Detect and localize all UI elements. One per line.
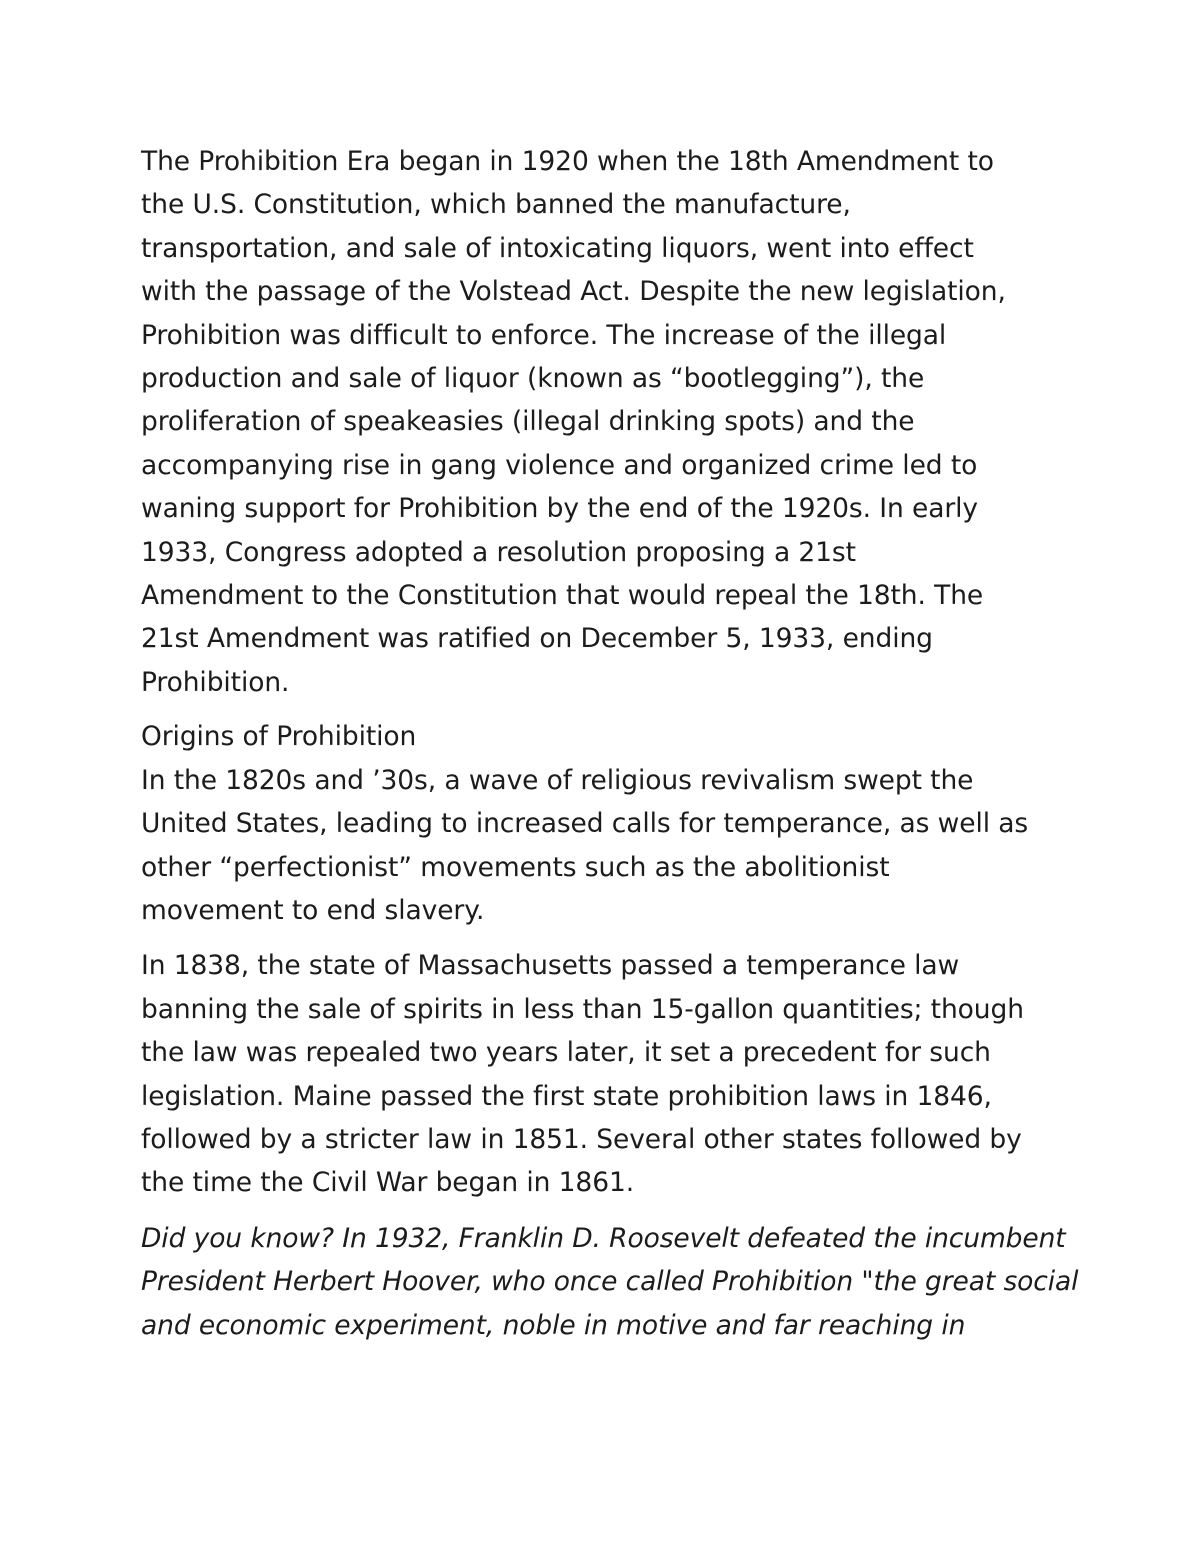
massachusetts-paragraph [141,944,1071,1204]
intro-line: with the passage of the Volstead Act. Despite the new legislation, [141,276,1006,308]
intro-line: transportation, and sale of intoxicating liquors, went into effect [141,232,974,264]
intro-line: the U.S. Constitution, which banned the manufacture, [141,189,851,221]
intro-line: 21st Amendment was ratified on December 5, 1933, ending [141,623,933,655]
massachusetts-line: banning the sale of spirits in less than 15-gallon quantities; though [141,993,1024,1025]
intro-line: Prohibition was difficult to enforce. The increase of the illegal [141,319,947,351]
did-you-know-paragraph [141,1217,1079,1347]
did-you-know-line: and economic experiment, noble in motive and far reaching in [141,1309,966,1341]
intro-line: Prohibition. [141,666,290,698]
section-heading: Origins of Prohibition [141,721,417,753]
massachusetts-line: the law was repealed two years later, it set a precedent for such [141,1037,991,1069]
intro-line: Amendment to the Constitution that would repeal the 18th. The [141,580,984,612]
massachusetts-line: legislation. Maine passed the first state prohibition laws in 1846, [141,1080,992,1112]
document-body [141,140,1079,1347]
intro-line: proliferation of speakeasies (illegal drinking spots) and the [141,406,915,438]
origins-line: United States, leading to increased calls for temperance, as well as [141,808,1029,840]
intro-line: accompanying rise in gang violence and organized crime led to [141,449,978,481]
massachusetts-line: followed by a stricter law in 1851. Several other states followed by [141,1123,1022,1155]
intro-line: waning support for Prohibition by the end of the 1920s. In early [141,493,978,525]
intro-line: The Prohibition Era began in 1920 when the 18th Amendment to [141,146,994,177]
intro-line: production and sale of liquor (known as “bootlegging”), the [141,363,925,395]
did-you-know-line: Did you know? In 1932, Franklin D. Roosevelt defeated the incumbent [141,1222,1066,1254]
origins-section [141,715,1071,932]
intro-line: 1933, Congress adopted a resolution proposing a 21st [141,536,856,568]
intro-paragraph [141,140,1071,704]
origins-line: In the 1820s and ’30s, a wave of religious revivalism swept the [141,764,974,796]
did-you-know-line: President Herbert Hoover, who once called Prohibition "the great social [141,1266,1079,1298]
origins-line: other “perfectionist” movements such as the abolitionist [141,851,890,883]
origins-line: movement to end slavery. [141,894,485,926]
massachusetts-line: the time the Civil War began in 1861. [141,1167,635,1199]
massachusetts-line: In 1838, the state of Massachusetts passed a temperance law [141,950,960,982]
